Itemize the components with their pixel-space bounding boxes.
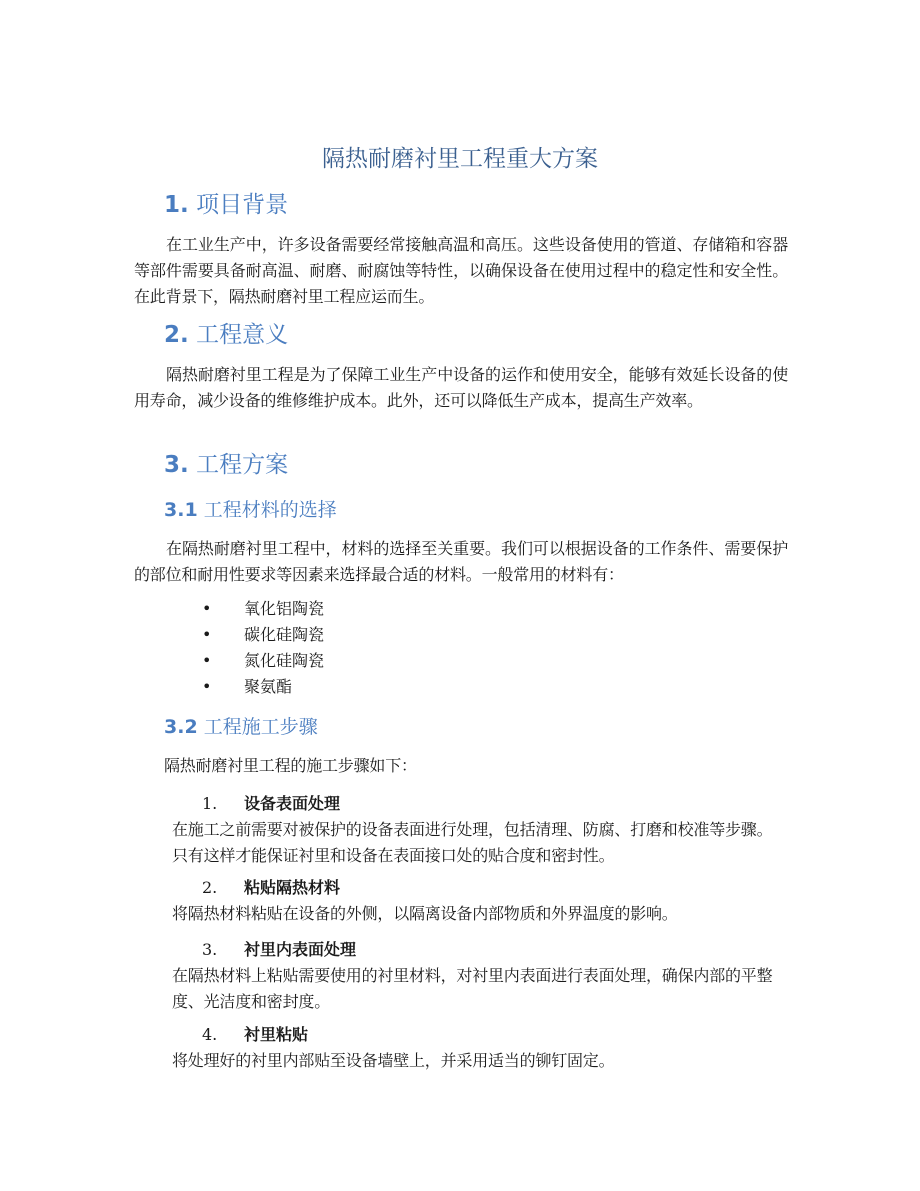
subsection-number: 3.1 bbox=[164, 499, 198, 521]
step-description: 在施工之前需要对被保护的设备表面进行处理，包括清理、防腐、打磨和校准等步骤。只有这样才能保证衬里和设备在表面接口处的贴合度和密封性。 bbox=[172, 820, 773, 865]
step-title: 粘贴隔热材料 bbox=[244, 878, 341, 897]
section-paragraph: 隔热耐磨衬里工程是为了保障工业生产中设备的运作和使用安全，能够有效延长设备的使用寿命，减少设备的维修维护成本。此外，还可以降低生产成本，提高生产效率。 bbox=[134, 365, 788, 410]
material-name: 氮化硅陶瓷 bbox=[244, 651, 325, 670]
section-title: 项目背景 bbox=[196, 192, 289, 218]
steps-intro: 隔热耐磨衬里工程的施工步骤如下： bbox=[164, 756, 417, 775]
material-name: 碳化硅陶瓷 bbox=[244, 625, 325, 644]
subsection-title: 工程材料的选择 bbox=[203, 499, 337, 521]
step-header bbox=[172, 875, 788, 901]
step-header bbox=[172, 791, 788, 817]
section-number: 1. bbox=[164, 192, 189, 218]
step-header bbox=[172, 937, 788, 963]
section-paragraph: 在工业生产中，许多设备需要经常接触高温和高压。这些设备使用的管道、存储箱和容器等部件需要具备耐高温、耐磨、耐腐蚀等特性，以确保设备在使用过程中的稳定性和安全性。在此背景下，隔热耐磨衬里工程应运而生。 bbox=[134, 235, 788, 306]
step-item-1 bbox=[172, 791, 788, 869]
step-title: 衬里粘贴 bbox=[244, 1025, 309, 1044]
materials-paragraph: 在隔热耐磨衬里工程中，材料的选择至关重要。我们可以根据设备的工作条件、需要保护的部位和耐用性要求等因素来选择最合适的材料。一般常用的材料有： bbox=[134, 539, 788, 584]
subsection-heading-3-2 bbox=[164, 713, 318, 741]
bullet-icon: • bbox=[202, 677, 212, 696]
step-title: 衬里内表面处理 bbox=[244, 940, 357, 959]
step-number: 2. bbox=[202, 878, 218, 897]
step-description: 将隔热材料粘贴在设备的外侧，以隔离设备内部物质和外界温度的影响。 bbox=[172, 904, 678, 923]
subsection-heading-3-1 bbox=[164, 496, 337, 524]
step-item-3 bbox=[172, 937, 788, 1015]
step-header bbox=[172, 1022, 788, 1048]
bullet-icon: • bbox=[202, 651, 212, 670]
section-heading-2 bbox=[164, 319, 288, 351]
step-description: 在隔热材料上粘贴需要使用的衬里材料，对衬里内表面进行表面处理，确保内部的平整度、光洁度和密封度。 bbox=[172, 966, 773, 1011]
section-number: 2. bbox=[164, 322, 189, 348]
step-number: 1. bbox=[202, 794, 218, 813]
section-number: 3. bbox=[164, 452, 189, 478]
subsection-number: 3.2 bbox=[164, 716, 198, 738]
step-number: 3. bbox=[202, 940, 218, 959]
section-title: 工程意义 bbox=[196, 322, 289, 348]
bullet-icon: • bbox=[202, 599, 212, 618]
section-heading-3 bbox=[164, 449, 288, 481]
bullet-icon: • bbox=[202, 625, 212, 644]
document-title: 隔热耐磨衬里工程重大方案 bbox=[322, 146, 598, 172]
step-title: 设备表面处理 bbox=[244, 794, 341, 813]
step-item-2 bbox=[172, 875, 788, 927]
material-name: 聚氨酯 bbox=[244, 677, 293, 696]
material-name: 氧化铝陶瓷 bbox=[244, 599, 325, 618]
section-heading-1 bbox=[164, 189, 288, 221]
section-title: 工程方案 bbox=[196, 452, 289, 478]
step-item-4 bbox=[172, 1022, 788, 1074]
subsection-title: 工程施工步骤 bbox=[203, 716, 318, 738]
step-description: 将处理好的衬里内部贴至设备墙壁上，并采用适当的铆钉固定。 bbox=[172, 1051, 615, 1070]
step-number: 4. bbox=[202, 1025, 218, 1044]
